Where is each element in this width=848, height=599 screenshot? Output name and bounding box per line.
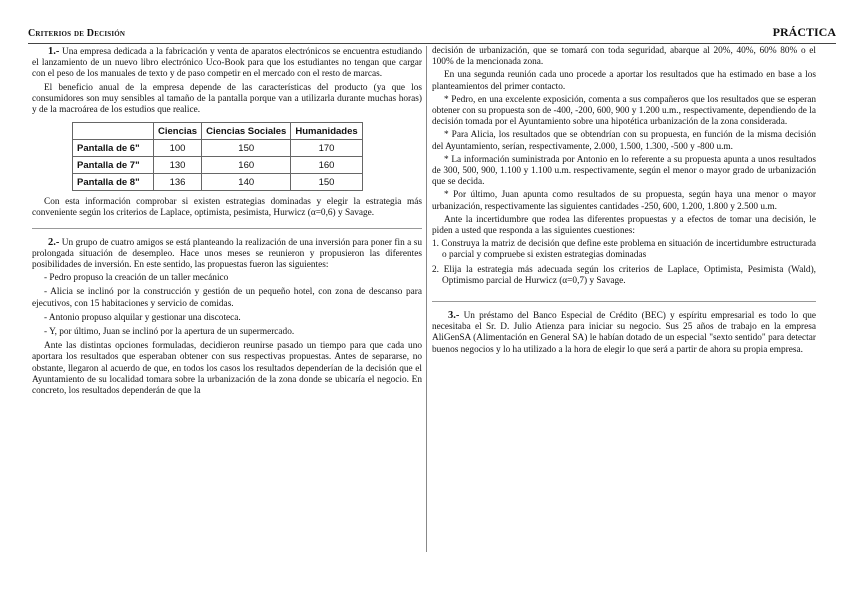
benefits-table <box>72 122 363 191</box>
table-cell: 160 <box>202 157 291 174</box>
ex2-paragraph-3: En una segunda reunión cada uno procede a aportar los resultados que ha estimado en base a los planteamientos del primer contacto. <box>432 70 816 92</box>
table-cell: 130 <box>154 157 202 174</box>
ex3-number: 3.- <box>448 310 460 322</box>
list-item: - Y, por último, Juan se inclinó por la apertura de un supermercado. <box>44 327 295 338</box>
ex1-paragraph-3: Con esta información comprobar si existen estrategias dominadas y elegir la estrategia más conveniente según los criterios de Laplace, optimista, pesimista, Hurwicz (α=0,6) y Savage. <box>32 197 422 219</box>
ex1-intro <box>32 46 422 81</box>
table-row <box>73 174 363 191</box>
section-divider <box>32 228 422 229</box>
list-item: - Antonio propuso alquilar y gestionar una discoteca. <box>44 312 241 323</box>
row-label: Pantalla de 7" <box>73 157 154 174</box>
table-cell: 150 <box>202 140 291 157</box>
ex1-number: 1.- <box>48 46 60 57</box>
ex2-paragraph-2: Ante las distintas opciones formuladas, decidieron reunirse pasado un tiempo para que cada uno aportara los resultados que esperaban obtener con sus respectivas propuestas. Antes de separarse, no obstante, llegaron al acuerdo de que, en todos los casos los resultados dependerían de la decisión que el Ayuntamiento de su localidad tomara sobre la urbanización de la zona donde se ubicaría el negocio. En concreto, los resultados dependerán de que la <box>32 341 422 397</box>
table-cell: 170 <box>291 140 362 157</box>
table-cell: 160 <box>291 157 362 174</box>
table-cell: 100 <box>154 140 202 157</box>
table-header: Humanidades <box>291 123 362 140</box>
bullet-item: * Para Alicia, los resultados que se obtendrían con su propuesta, en función de la misma decisión del Ayuntamiento, serían, respectivamente, 2.000, 1.500, 1.300, -500 y -800 u.m. <box>432 130 816 152</box>
table-header: Ciencias Sociales <box>202 123 291 140</box>
column-divider <box>426 46 427 552</box>
question-item: 1. Construya la matriz de decisión que define este problema en situación de incertidumbre estructurada o parcial y compruebe si existen estrategias dominadas <box>432 239 816 261</box>
ex3-intro <box>432 310 816 356</box>
list-item: - Alicia se inclinó por la construcción y gestión de un pequeño hotel, con zona de descanso para ejecutivos, con 15 habitaciones y servicio de comidas. <box>32 287 422 309</box>
row-label: Pantalla de 8" <box>73 174 154 191</box>
ex2-text: Un grupo de cuatro amigos se está planteando la realización de una inversión para poner fin a su prolongada situación de desempleo. Hace unos meses se reunieron y propusieron las diferentes posibilidades de inversión. En este sentido, las propuestas fueron las siguientes: <box>32 237 422 271</box>
ex2-continuation: decisión de urbanización, que se tomará con toda seguridad, abarque al 20%, 40%, 60% 80% o el 100% de la mencionada zona. <box>432 46 816 68</box>
table-header-row <box>73 123 363 140</box>
table-header-empty <box>73 123 154 140</box>
bullet-item: * Por último, Juan apunta como resultados de su propuesta, según haya una menor o mayor urbanización, respectivamente las siguientes cantidades -250, 600, 1.200, 1.800 y 2.500 u.m. <box>432 190 816 212</box>
table-row <box>73 140 363 157</box>
right-column <box>432 46 816 358</box>
bullet-item: * Pedro, en una excelente exposición, comenta a sus compañeros que los resultados que se esperan obtener con su propuesta son de -400, -200, 600, 900 y 1.200 u.m., respectivamente, dependiendo de la decisión tomada por el Ayuntamiento sobre una hipotética urbanización de la zona considerada. <box>432 94 816 128</box>
table-header: Ciencias <box>154 123 202 140</box>
table-row <box>73 157 363 174</box>
ex3-text: Un préstamo del Banco Especial de Crédito (BEC) y espíritu empresarial es todo lo que necesitaba el Sr. D. Julio Atienza para iniciar su negocio. Sus 25 años de trabajo en la empresa AliGenSA (Alimentación en General SA) le habían dotado de un especial "sexto sentido" para detectar buenos negocios y lo ha utilizado a la hora de elegir lo que será a partir de ahora su propia empresa. <box>432 311 817 355</box>
header-section: PRÁCTICA <box>772 25 836 39</box>
question-item: 2. Elija la estrategia más adecuada según los criterios de Laplace, Optimista, Pesimista (Wald), Optimismo parcial de Hurwicz (α=0,7) y Savage. <box>432 264 816 286</box>
ex1-paragraph-2: El beneficio anual de la empresa depende de las características del producto (ya que los consumidores son muy sensibles al tamaño de la pantalla porque van a utilizarla durante muchas horas) y de la macroárea de los estudios que realice. <box>32 82 422 116</box>
ex2-number: 2.- <box>48 236 60 248</box>
header-title: Criterios de Decisión <box>28 28 126 39</box>
ex2-intro <box>32 237 422 272</box>
page-header <box>28 25 836 44</box>
row-label: Pantalla de 6" <box>73 140 154 157</box>
list-item: - Pedro propuso la creación de un taller mecánico <box>44 273 229 284</box>
left-column <box>32 46 422 399</box>
bullet-item: * La información suministrada por Antonio en lo referente a su propuesta apunta a unos resultados de 300, 500, 900, 1.100 y 1.100 u.m. respectivamente, según el menor o mayor grado de urbanización que se decida. <box>432 154 816 188</box>
table-cell: 136 <box>154 174 202 191</box>
table-cell: 140 <box>202 174 291 191</box>
section-divider <box>432 301 816 302</box>
table-cell: 150 <box>291 174 362 191</box>
ex2-paragraph-4: Ante la incertidumbre que rodea las diferentes propuestas y a efectos de tomar una decisión, le piden a usted que responda a las siguientes cuestiones: <box>432 214 816 237</box>
ex1-text: Una empresa dedicada a la fabricación y venta de aparatos electrónicos se encuentra estudiando el lanzamiento de un nuevo libro electrónico Uco-Book para que los estudiantes no tengan que cargar con el peso de los manuales de texto y de paso competir en el mercado con el resto de marcas. <box>32 47 422 80</box>
